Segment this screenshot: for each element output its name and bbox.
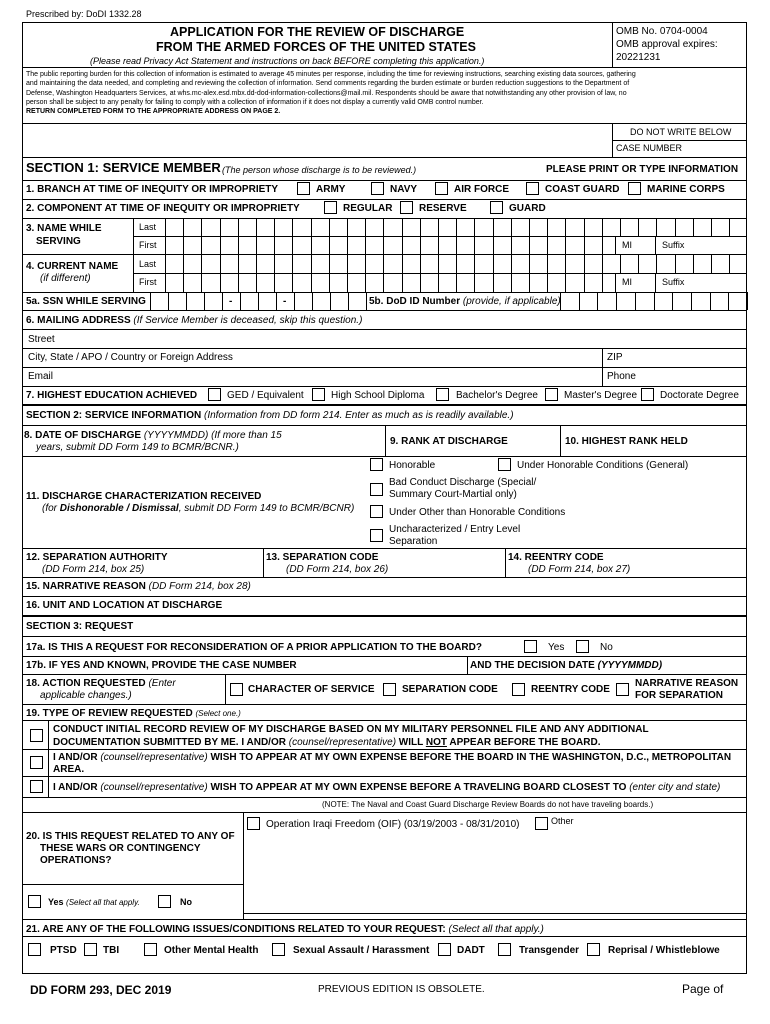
q2-label: 2. COMPONENT AT TIME OF INEQUITY OR IMPROPRIETY — [26, 203, 300, 214]
air-force-label: AIR FORCE — [454, 184, 509, 195]
q14-label: 14. REENTRY CODE — [508, 552, 604, 563]
regular-label: REGULAR — [343, 203, 393, 214]
char-box-divider — [654, 292, 655, 310]
navy-label: NAVY — [390, 184, 418, 195]
reconsideration-yes-checkbox[interactable] — [524, 640, 537, 653]
char-box-divider — [710, 292, 711, 310]
char-box-divider — [292, 236, 293, 254]
char-box-divider — [438, 236, 439, 254]
char-box-divider — [183, 254, 184, 273]
q18-hint: applicable changes.) — [40, 690, 132, 701]
char-box-divider — [602, 218, 603, 236]
ptsd-checkbox[interactable] — [28, 943, 41, 956]
char-box-divider — [201, 236, 202, 254]
q8-hint: years, submit DD Form 149 to BCMR/BCNR.) — [36, 442, 239, 453]
char-box-divider — [274, 273, 275, 292]
transgender-checkbox[interactable] — [498, 943, 511, 956]
char-box-divider — [511, 236, 512, 254]
q11-hint: (for Dishonorable / Dismissal, submit DD Form 149 to BCMR/BCNR) — [42, 503, 355, 514]
char-box-divider — [474, 273, 475, 292]
char-box-divider — [274, 254, 275, 273]
char-box-divider — [311, 236, 312, 254]
q4-last-name-input[interactable] — [165, 254, 747, 273]
washington-appearance-checkbox[interactable] — [30, 756, 43, 769]
char-box-divider — [256, 273, 257, 292]
instruction-text: (Please read Privacy Act Statement and instructions on back BEFORE completing this application.) — [90, 56, 485, 66]
q4-label: 4. CURRENT NAME — [26, 261, 119, 272]
q12-hint: (DD Form 214, box 25) — [42, 564, 145, 575]
char-box-divider — [150, 292, 151, 310]
char-box-divider — [165, 218, 166, 236]
q12-label: 12. SEPARATION AUTHORITY — [26, 552, 168, 563]
section1-title: SECTION 1: SERVICE MEMBER — [26, 160, 221, 175]
char-box-divider — [691, 292, 692, 310]
char-box-divider — [420, 236, 421, 254]
q20-label-line3: OPERATIONS? — [40, 855, 112, 866]
q20-label-line2: THESE WARS OR CONTINGENCY — [40, 843, 201, 854]
char-box-divider — [186, 292, 187, 310]
ssn-dash: - — [229, 296, 233, 307]
army-label: ARMY — [316, 184, 346, 195]
reconsideration-no-label: No — [600, 642, 613, 653]
war-related-no-checkbox[interactable] — [158, 895, 171, 908]
ssn-input[interactable] — [150, 292, 366, 310]
q3-first-name-input[interactable] — [165, 236, 615, 254]
char-box-divider — [638, 254, 639, 273]
q3-last-name-input[interactable] — [165, 218, 747, 236]
char-box-divider — [238, 254, 239, 273]
reentry-code-label: REENTRY CODE — [531, 684, 610, 695]
initial-record-review-checkbox[interactable] — [30, 729, 43, 742]
char-box-divider — [438, 218, 439, 236]
char-box-divider — [168, 292, 169, 310]
char-box-divider — [365, 254, 366, 273]
option-washington-line1: I AND/OR (counsel/representative) WISH TO APPEAR AT MY OWN EXPENSE BEFORE THE BOARD IN THE WASHINGTON, D.C., METROPOLITAN — [53, 752, 732, 763]
char-box-divider — [347, 218, 348, 236]
regular-checkbox[interactable] — [324, 201, 337, 214]
q19-label: 19. TYPE OF REVIEW REQUESTED (Select one.) — [26, 708, 241, 719]
char-box-divider — [347, 254, 348, 273]
tbi-label: TBI — [103, 945, 120, 956]
sexual-assault-checkbox[interactable] — [272, 943, 285, 956]
char-box-divider — [565, 273, 566, 292]
char-box-divider — [493, 236, 494, 254]
guard-checkbox[interactable] — [490, 201, 503, 214]
char-box-divider — [348, 292, 349, 310]
char-box-divider — [438, 273, 439, 292]
char-box-divider — [347, 236, 348, 254]
char-box-divider — [220, 218, 221, 236]
doctorate-label: Doctorate Degree — [660, 390, 739, 401]
char-box-divider — [165, 236, 166, 254]
char-box-divider — [675, 218, 676, 236]
other-than-honorable-label: Under Other than Honorable Conditions — [389, 507, 566, 518]
char-box-divider — [402, 236, 403, 254]
char-box-divider — [220, 254, 221, 273]
other-mental-health-label: Other Mental Health — [164, 945, 259, 956]
q4-first-name-input[interactable] — [165, 273, 615, 292]
q14-hint: (DD Form 214, box 27) — [528, 564, 631, 575]
char-box-divider — [311, 218, 312, 236]
case-number-label: CASE NUMBER — [616, 143, 683, 153]
masters-label: Master's Degree — [564, 390, 638, 401]
option-record-review-line2: DOCUMENTATION SUBMITTED BY ME. I AND/OR (counsel/representative) WILL NOT APPEAR BEFORE THE BOARD. — [53, 737, 601, 748]
narrative-reason-label-2: FOR SEPARATION — [635, 690, 723, 701]
char-box-divider — [728, 292, 729, 310]
char-box-divider — [638, 218, 639, 236]
q10-label: 10. HIGHEST RANK HELD — [565, 436, 688, 447]
oif-label: Operation Iraqi Freedom (OIF) (03/19/2003 - 08/31/2010) — [266, 819, 520, 830]
reprisal-checkbox[interactable] — [587, 943, 600, 956]
char-box-divider — [456, 273, 457, 292]
char-box-divider — [547, 236, 548, 254]
char-box-divider — [529, 236, 530, 254]
char-box-divider — [656, 254, 657, 273]
char-box-divider — [693, 254, 694, 273]
char-box-divider — [672, 292, 673, 310]
war-related-no-label: No — [180, 897, 192, 907]
q5a-label: 5a. SSN WHILE SERVING — [26, 296, 146, 307]
page-number: Page of — [682, 982, 724, 996]
bad-conduct-label-2: Summary Court-Martial only) — [389, 489, 517, 500]
char-box-divider — [620, 254, 621, 273]
char-box-divider — [711, 218, 712, 236]
char-box-divider — [616, 292, 617, 310]
section1-subtitle: (The person whose discharge is to be reviewed.) — [222, 165, 417, 175]
q3-label-serving: SERVING — [36, 236, 81, 247]
char-box-divider — [183, 218, 184, 236]
char-box-divider — [474, 254, 475, 273]
marine-corps-label: MARINE CORPS — [647, 184, 725, 195]
q9-label: 9. RANK AT DISCHARGE — [390, 436, 508, 447]
section3-title: SECTION 3: REQUEST — [26, 621, 134, 632]
traveling-board-note: (NOTE: The Naval and Coast Guard Discharge Review Boards do not have traveling boards.) — [322, 800, 654, 809]
char-box-divider — [547, 273, 548, 292]
char-box-divider — [620, 218, 621, 236]
char-box-divider — [420, 273, 421, 292]
war-related-yes-label: Yes (Select all that apply. — [48, 897, 140, 907]
char-box-divider — [311, 273, 312, 292]
dadt-label: DADT — [457, 945, 485, 956]
char-box-divider — [456, 236, 457, 254]
q16-label: 16. UNIT AND LOCATION AT DISCHARGE — [26, 600, 223, 611]
form-title-line2: FROM THE ARMED FORCES OF THE UNITED STATES — [156, 40, 476, 54]
uncharacterized-label-2: Separation — [389, 536, 438, 547]
char-box-divider — [222, 292, 223, 310]
under-honorable-label: Under Honorable Conditions (General) — [517, 460, 689, 471]
dod-id-input[interactable] — [560, 292, 747, 310]
q17a-label: 17a. IS THIS A REQUEST FOR RECONSIDERATION OF A PRIOR APPLICATION TO THE BOARD? — [26, 642, 482, 653]
sexual-assault-label: Sexual Assault / Harassment — [293, 945, 430, 956]
q18-label: 18. ACTION REQUESTED (Enter — [26, 678, 176, 689]
char-box-divider — [383, 236, 384, 254]
ged-label: GED / Equivalent — [227, 390, 304, 401]
bad-conduct-checkbox[interactable] — [370, 483, 383, 496]
army-checkbox[interactable] — [297, 182, 310, 195]
char-box-divider — [711, 254, 712, 273]
char-box-divider — [383, 254, 384, 273]
honorable-checkbox[interactable] — [370, 458, 383, 471]
char-box-divider — [529, 254, 530, 273]
uncharacterized-checkbox[interactable] — [370, 529, 383, 542]
high-school-label: High School Diploma — [331, 390, 425, 401]
q13-hint: (DD Form 214, box 26) — [286, 564, 389, 575]
char-box-divider — [183, 273, 184, 292]
form-title-line1: APPLICATION FOR THE REVIEW OF DISCHARGE — [170, 25, 465, 39]
char-box-divider — [474, 236, 475, 254]
char-box-divider — [220, 273, 221, 292]
char-box-divider — [560, 292, 561, 310]
char-box-divider — [292, 254, 293, 273]
other-operation-checkbox[interactable] — [535, 817, 548, 830]
transgender-label: Transgender — [519, 945, 580, 956]
char-box-divider — [329, 254, 330, 273]
char-box-divider — [584, 273, 585, 292]
narrative-reason-checkbox[interactable] — [616, 683, 629, 696]
char-box-divider — [347, 273, 348, 292]
coast-guard-label: COAST GUARD — [545, 184, 620, 195]
other-than-honorable-checkbox[interactable] — [370, 505, 383, 518]
under-honorable-checkbox[interactable] — [498, 458, 511, 471]
char-box-divider — [258, 292, 259, 310]
q6-label: 6. MAILING ADDRESS (If Service Member is deceased, skip this question.) — [26, 315, 363, 326]
high-school-checkbox[interactable] — [312, 388, 325, 401]
option-washington-line2: AREA. — [53, 764, 85, 775]
burden-line: person shall be subject to any penalty for failing to comply with a collection of information if it does not display a currently valid OMB control number. — [26, 98, 484, 106]
char-box-divider — [329, 273, 330, 292]
char-box-divider — [656, 218, 657, 236]
traveling-board-checkbox[interactable] — [30, 780, 43, 793]
char-box-divider — [383, 218, 384, 236]
city-label: City, State / APO / Country or Foreign Address — [28, 352, 233, 363]
char-box-divider — [402, 218, 403, 236]
guard-label: GUARD — [509, 203, 546, 214]
char-box-divider — [565, 236, 566, 254]
char-box-divider — [165, 254, 166, 273]
dadt-checkbox[interactable] — [438, 943, 451, 956]
char-box-divider — [529, 273, 530, 292]
previous-edition-note: PREVIOUS EDITION IS OBSOLETE. — [318, 984, 485, 995]
char-box-divider — [274, 236, 275, 254]
char-box-divider — [204, 292, 205, 310]
print-or-type: PLEASE PRINT OR TYPE INFORMATION — [546, 164, 739, 175]
honorable-label: Honorable — [389, 460, 436, 471]
q3-mi-label: MI — [622, 240, 632, 250]
marine-corps-checkbox[interactable] — [628, 182, 641, 195]
char-box-divider — [584, 236, 585, 254]
character-of-service-label: CHARACTER OF SERVICE — [248, 684, 375, 695]
char-box-divider — [420, 254, 421, 273]
q3-label: 3. NAME WHILE — [26, 223, 102, 234]
char-box-divider — [675, 254, 676, 273]
q20-label-line1: 20. IS THIS REQUEST RELATED TO ANY OF — [26, 831, 235, 842]
char-box-divider — [747, 292, 748, 310]
omb-expires-label: OMB approval expires: — [616, 39, 718, 50]
char-box-divider — [602, 254, 603, 273]
other-operation-label: Other — [551, 816, 574, 826]
char-box-divider — [201, 273, 202, 292]
char-box-divider — [365, 218, 366, 236]
email-label: Email — [28, 371, 54, 382]
char-box-divider — [276, 292, 277, 310]
char-box-divider — [274, 218, 275, 236]
char-box-divider — [330, 292, 331, 310]
ged-checkbox[interactable] — [208, 388, 221, 401]
char-box-divider — [565, 218, 566, 236]
q3-last-label: Last — [139, 222, 157, 232]
prescribed-by: Prescribed by: DoDI 1332.28 — [26, 9, 142, 19]
char-box-divider — [256, 236, 257, 254]
coast-guard-checkbox[interactable] — [526, 182, 539, 195]
oif-checkbox[interactable] — [247, 817, 260, 830]
char-box-divider — [597, 292, 598, 310]
char-box-divider — [493, 218, 494, 236]
char-box-divider — [456, 218, 457, 236]
q21-label: 21. ARE ANY OF THE FOLLOWING ISSUES/CONDITIONS RELATED TO YOUR REQUEST: (Select all that apply.) — [26, 924, 544, 935]
char-box-divider — [511, 218, 512, 236]
char-box-divider — [256, 218, 257, 236]
char-box-divider — [238, 273, 239, 292]
bachelors-label: Bachelor's Degree — [456, 390, 538, 401]
separation-code-label: SEPARATION CODE — [402, 684, 498, 695]
character-of-service-checkbox[interactable] — [230, 683, 243, 696]
reconsideration-no-checkbox[interactable] — [576, 640, 589, 653]
street-input[interactable] — [22, 329, 747, 348]
char-box-divider — [438, 254, 439, 273]
q15-label: 15. NARRATIVE REASON (DD Form 214, box 28) — [26, 581, 251, 592]
char-box-divider — [240, 292, 241, 310]
reprisal-label: Reprisal / Whistleblowe — [608, 945, 720, 956]
q3-suffix-label: Suffix — [662, 240, 685, 250]
q4-label-hint: (if different) — [40, 273, 91, 284]
char-box-divider — [383, 273, 384, 292]
street-label: Street — [28, 334, 55, 345]
bachelors-checkbox[interactable] — [436, 388, 449, 401]
char-box-divider — [329, 218, 330, 236]
char-box-divider — [584, 254, 585, 273]
omb-number: OMB No. 0704-0004 — [616, 26, 708, 37]
bad-conduct-label: Bad Conduct Discharge (Special/ — [389, 477, 537, 488]
char-box-divider — [529, 218, 530, 236]
char-box-divider — [602, 236, 603, 254]
char-box-divider — [547, 218, 548, 236]
air-force-checkbox[interactable] — [435, 182, 448, 195]
reentry-code-checkbox[interactable] — [512, 683, 525, 696]
char-box-divider — [292, 218, 293, 236]
char-box-divider — [165, 273, 166, 292]
q17b-label: 17b. IF YES AND KNOWN, PROVIDE THE CASE NUMBER — [26, 660, 297, 671]
q4-first-label: First — [139, 277, 157, 287]
doctorate-checkbox[interactable] — [641, 388, 654, 401]
char-box-divider — [329, 236, 330, 254]
form-number: DD FORM 293, DEC 2019 — [30, 983, 172, 997]
char-box-divider — [565, 254, 566, 273]
war-related-yes-checkbox[interactable] — [28, 895, 41, 908]
q13-label: 13. SEPARATION CODE — [266, 552, 379, 563]
q8-label: 8. DATE OF DISCHARGE (YYYYMMDD) (If more than 15 — [24, 430, 282, 441]
separation-code-checkbox[interactable] — [383, 683, 396, 696]
char-box-divider — [584, 218, 585, 236]
burden-line: and maintaining the data needed, and completing and reviewing the collection of information. Send comments regarding the burden estimate or burden reduction suggestions to the Department of — [26, 80, 630, 88]
uncharacterized-label: Uncharacterized / Entry Level — [389, 524, 521, 535]
q17b-date-label: AND THE DECISION DATE (YYYYMMDD) — [470, 660, 663, 671]
reserve-checkbox[interactable] — [400, 201, 413, 214]
q4-last-label: Last — [139, 259, 157, 269]
char-box-divider — [493, 273, 494, 292]
q7-label: 7. HIGHEST EDUCATION ACHIEVED — [26, 390, 198, 401]
ssn-dash: - — [283, 296, 287, 307]
char-box-divider — [238, 236, 239, 254]
char-box-divider — [511, 254, 512, 273]
char-box-divider — [402, 254, 403, 273]
reserve-label: RESERVE — [419, 203, 467, 214]
section2-title: SECTION 2: SERVICE INFORMATION (Information from DD form 214. Enter as much as is readily available.) — [26, 410, 514, 421]
char-box-divider — [635, 292, 636, 310]
navy-checkbox[interactable] — [371, 182, 384, 195]
option-traveling-board: I AND/OR (counsel/representative) WISH TO APPEAR AT MY OWN EXPENSE BEFORE A TRAVELING BOARD CLOSEST TO (enter city and state) — [53, 782, 721, 793]
char-box-divider — [292, 273, 293, 292]
char-box-divider — [547, 254, 548, 273]
q3-first-label: First — [139, 240, 157, 250]
char-box-divider — [456, 254, 457, 273]
q4-suffix-label: Suffix — [662, 277, 685, 287]
char-box-divider — [365, 273, 366, 292]
char-box-divider — [729, 218, 730, 236]
char-box-divider — [312, 292, 313, 310]
char-box-divider — [220, 236, 221, 254]
burden-line: Defense, Washington Headquarters Services, at whs.mc-alex.esd.mbx.dd-dod-information-collections@mail.mil. Respondents should be aware that notwithstanding any other provision of law, no — [26, 89, 627, 97]
ptsd-label: PTSD — [50, 945, 77, 956]
narrative-reason-label: NARRATIVE REASON — [635, 678, 739, 689]
zip-label: ZIP — [607, 352, 623, 363]
char-box-divider — [602, 273, 603, 292]
char-box-divider — [474, 218, 475, 236]
char-box-divider — [729, 254, 730, 273]
q1-label: 1. BRANCH AT TIME OF INEQUITY OR IMPROPRIETY — [26, 184, 279, 195]
char-box-divider — [256, 254, 257, 273]
char-box-divider — [420, 218, 421, 236]
char-box-divider — [294, 292, 295, 310]
reconsideration-yes-label: Yes — [548, 642, 565, 653]
q4-mi-label: MI — [622, 277, 632, 287]
char-box-divider — [579, 292, 580, 310]
char-box-divider — [511, 273, 512, 292]
char-box-divider — [493, 254, 494, 273]
do-not-write-below: DO NOT WRITE BELOW — [630, 127, 732, 137]
omb-expires-date: 20221231 — [616, 52, 661, 63]
char-box-divider — [201, 254, 202, 273]
char-box-divider — [402, 273, 403, 292]
q11-label: 11. DISCHARGE CHARACTERIZATION RECEIVED — [26, 491, 262, 502]
tbi-checkbox[interactable] — [84, 943, 97, 956]
char-box-divider — [693, 218, 694, 236]
char-box-divider — [365, 236, 366, 254]
option-record-review-line1: CONDUCT INITIAL RECORD REVIEW OF MY DISCHARGE BASED ON MY MILITARY PERSONNEL FILE AND ANY ADDITIONAL — [53, 724, 649, 735]
char-box-divider — [183, 236, 184, 254]
other-mental-health-checkbox[interactable] — [144, 943, 157, 956]
char-box-divider — [238, 218, 239, 236]
q5b-label: 5b. DoD ID Number (provide, if applicable) — [369, 296, 561, 307]
burden-line: The public reporting burden for this collection of information is estimated to average 45 minutes per response, including the time for reviewing instructions, searching existing data sources, gathering — [26, 71, 636, 78]
return-instruction: RETURN COMPLETED FORM TO THE APPROPRIATE ADDRESS ON PAGE 2. — [26, 108, 281, 116]
masters-checkbox[interactable] — [545, 388, 558, 401]
char-box-divider — [201, 218, 202, 236]
phone-label: Phone — [607, 371, 636, 382]
burden-statement — [26, 70, 744, 116]
char-box-divider — [311, 254, 312, 273]
